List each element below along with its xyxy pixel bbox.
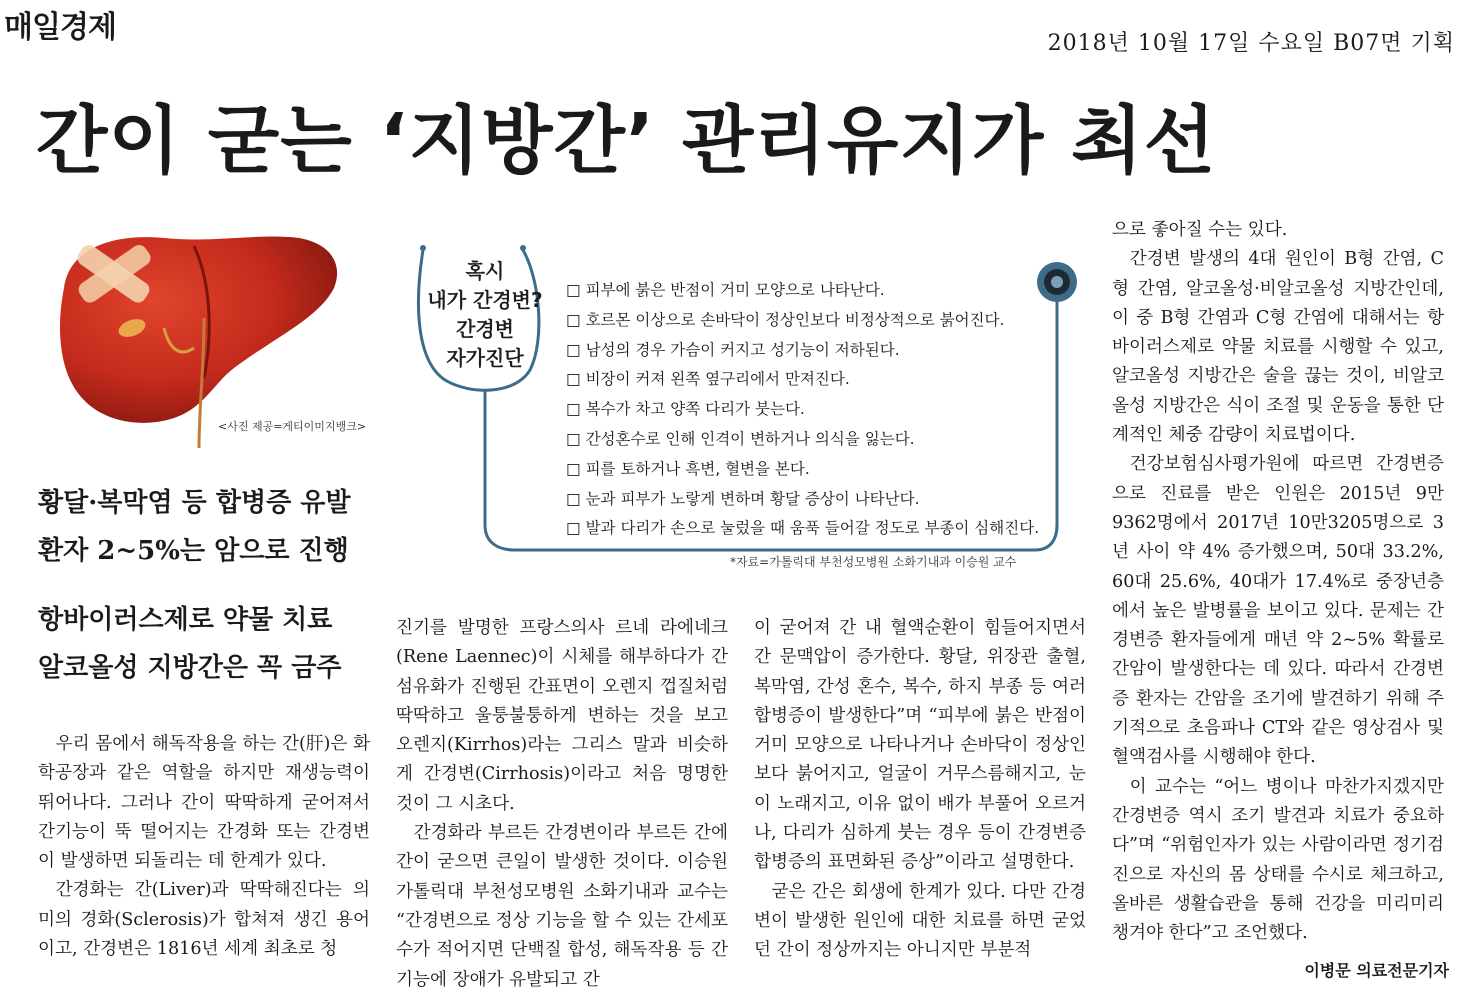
checklist-item: □ 발과 다리가 손으로 눌렀을 때 움푹 들어갈 정도로 부종이 심해진다.: [566, 519, 1040, 538]
paragraph: 진기를 발명한 프랑스의사 르네 라에네크(Rene Laennec)이 시체를 해부하다가 간섬유화가 진행된 간표면이 오렌지 껍질처럼 딱딱하고 울퉁불퉁하게 변하는 것을 보고 오렌지(Kirrhos)라는 그리스 말과 비슷하게 간경변(Cirrhosis)이라고 처음 명명한 것이 그 시초다.: [396, 618, 728, 814]
checklist-item: □ 호르몬 이상으로 손바닥이 정상인보다 비정상적으로 붉어진다.: [566, 310, 1005, 329]
byline: 이병문 의료전문기자: [1304, 961, 1449, 980]
masthead-logo: 매일경제: [4, 10, 116, 45]
checklist-item: □ 복수가 차고 양쪽 다리가 붓는다.: [566, 400, 805, 419]
checklist: [566, 276, 1086, 544]
checklist-item: □ 남성의 경우 가슴이 커지고 성기능이 저하된다.: [566, 340, 900, 359]
checklist-item: □ 눈과 피부가 노랗게 변하며 황달 증상이 나타난다.: [566, 489, 920, 508]
checklist-source: *자료=가톨릭대 부천성모병원 소화기내과 이승원 교수: [730, 555, 1017, 569]
article-column-1: [38, 730, 370, 964]
subhead-4: 알코올성 지방간은 꼭 금주: [38, 653, 342, 683]
subhead-3: 항바이러스제로 약물 치료: [38, 605, 333, 635]
paragraph: 건강보험심사평가원에 따르면 간경변증으로 진료를 받은 인원은 2015년 9만9362명에서 2017년 10만3205명으로 3년 사이 약 4% 증가했으며, 50대 33.2%, 60대 25.6%, 40대가 17.4%로 중장년층에서 높은 발병률을 보이고 있다. 문제는 간경변증 환자들에게 매년 약 2~5% 확률로 간암이 발생한다는 데 있다. 따라서 간경변증 환자는 간암을 조기에 발견하기 위해 주기적으로 초음파나 CT와 같은 영상검사 및 혈액검사를 시행해야 한다.: [1112, 454, 1444, 768]
paragraph: 간경화는 간(Liver)과 딱딱해진다는 의미의 경화(Sclerosis)가 합쳐져 생긴 용어이고, 간경변은 1816년 세계 최초로 청: [38, 880, 370, 960]
article-column-2: [396, 614, 728, 995]
paragraph: 우리 몸에서 해독작용을 하는 간(肝)은 화학공장과 같은 역할을 하지만 재생능력이 뛰어나다. 그러나 간이 딱딱하게 굳어져서 간기능이 뚝 떨어지는 간경화 또는 간경변이 발생하면 되돌리는 데 한계가 있다.: [38, 734, 370, 872]
headline: 간이 굳는 ‘지방간’ 관리유지가 최선: [36, 98, 1217, 184]
checklist-item: □ 피부에 붉은 반점이 거미 모양으로 나타난다.: [566, 281, 885, 299]
dateline: 2018년 10월 17일 수요일 B07면 기획: [1047, 31, 1455, 56]
paragraph: 간경변 발생의 4대 원인이 B형 간염, C형 간염, 알코올성·비알코올성 지방간인데, 이 중 B형 간염과 C형 간염에 대해서는 항바이러스제로 약물 치료를 시행할 수 있고, 알코올성 지방간은 술을 끊는 것이, 비알코올성 지방간은 식이 조절 및 운동을 통한 단계적인 체중 감량이 치료법이다.: [1112, 249, 1444, 446]
checklist-item: □ 비장이 커져 왼쪽 옆구리에서 만져진다.: [566, 370, 850, 389]
article-column-4: [1112, 216, 1444, 948]
article-column-3: [754, 614, 1086, 966]
paragraph: 이 교수는 “어느 병이나 마찬가지겠지만 간경변증 역시 조기 발견과 치료가 중요하다”며 “위험인자가 있는 사람이라면 정기검진으로 자신의 몸 상태를 수시로 체크하고, 올바른 생활습관을 통해 건강을 미리미리 챙겨야 한다”고 조언했다.: [1112, 776, 1444, 944]
subhead-2: 환자 2~5%는 암으로 진행: [38, 536, 349, 566]
subhead-1: 황달·복막염 등 합병증 유발: [38, 488, 351, 518]
checklist-title: 혹시 내가 간경변? 간경변 자가진단: [427, 259, 543, 370]
paragraph: 간경화라 부르든 간경변이라 부르든 간에 간이 굳으면 큰일이 발생한 것이다. 이승원 가톨릭대 부천성모병원 소화기내과 교수는 “간경변으로 정상 기능을 할 수 있는 간세포 수가 적어지면 단백질 합성, 해독작용 등 간기능에 장애가 유발되고 간: [396, 823, 728, 990]
paragraph: 이 굳어져 간 내 혈액순환이 힘들어지면서 간 문맥압이 증가한다. 황달, 위장관 출혈, 복막염, 간성 혼수, 복수, 하지 부종 등 여러 합병증이 발생한다”며 “피부에 붉은 반점이 거미 모양으로 나타나거나 손바닥이 정상인보다 붉어지고, 얼굴이 거무스름해지고, 눈이 노래지고, 이유 없이 배가 부풀어 오르거나, 다리가 심하게 붓는 경우 등이 간경변증 합병증의 표면화된 증상”이라고 설명한다.: [754, 618, 1086, 873]
liver-illustration: [44, 218, 344, 448]
checklist-item: □ 간성혼수로 인해 인격이 변하거나 의식을 잃는다.: [566, 429, 915, 448]
paragraph: 굳은 간은 회생에 한계가 있다. 다만 간경변이 발생한 원인에 대한 치료를 하면 굳었던 간이 정상까지는 아니지만 부분적: [754, 881, 1086, 961]
paragraph: 으로 좋아질 수는 있다.: [1112, 220, 1288, 240]
checklist-item: □ 피를 토하거나 흑변, 혈변을 본다.: [566, 459, 810, 478]
photo-credit: <사진 제공=게티이미지뱅크>: [218, 420, 367, 433]
